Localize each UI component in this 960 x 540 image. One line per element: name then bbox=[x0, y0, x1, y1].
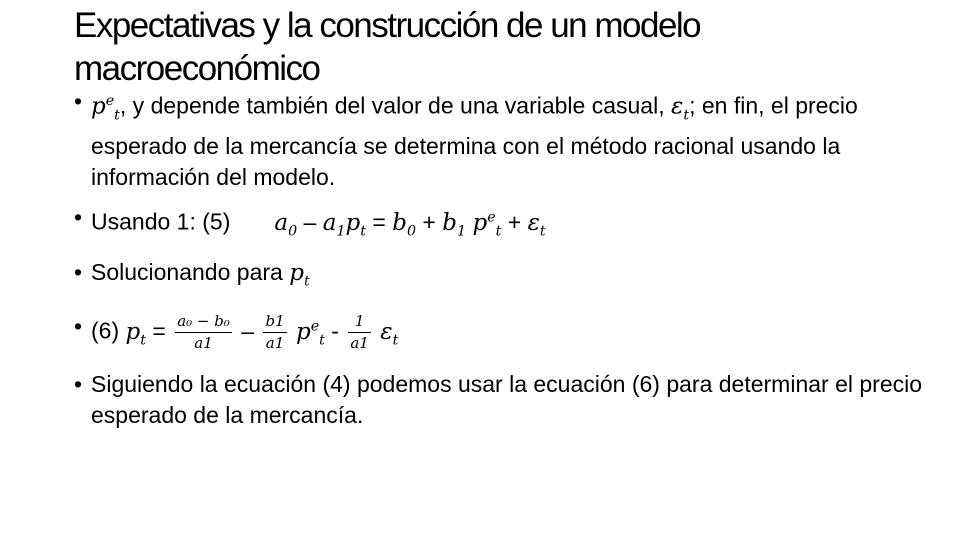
bullet-marker: • bbox=[74, 258, 83, 285]
equation-6: $p_t$ = $\frac{\text{a₀ − b₀}}{a1}$ – $\frac{b1}{a1}$ $p^e_t$ - $\frac{1}{a1}$ $\varepsilon_t$ bbox=[125, 312, 399, 353]
slide-body bbox=[74, 86, 924, 440]
bullet-item bbox=[74, 306, 924, 360]
math-sub-t: t bbox=[114, 107, 120, 124]
slide-title: Expectativas y la construcción de un modelo macroeconómico bbox=[74, 6, 701, 88]
math-epsilon: ε bbox=[671, 93, 684, 120]
bullet-item bbox=[74, 202, 924, 247]
fraction: $\frac{b1}{a1}$ bbox=[265, 312, 285, 353]
bullet-text: Siguiendo la ecuación (4) podemos usar la ecuación (6) para determinar el precio esperado de la mercancía. bbox=[91, 371, 923, 429]
math-sup-e: e bbox=[105, 93, 115, 109]
bullet-text: Solucionando para bbox=[91, 258, 290, 285]
fraction: $\frac{1}{a1}$ bbox=[350, 312, 369, 353]
bullet-item bbox=[74, 257, 924, 298]
math-p: p bbox=[289, 259, 304, 286]
bullet-marker: • bbox=[74, 88, 83, 114]
bullet-item bbox=[74, 369, 924, 431]
fraction: $\frac{\text{a₀ − b₀}}{a1}$ bbox=[177, 312, 230, 353]
bullet-marker: • bbox=[74, 313, 83, 340]
bullet-marker: • bbox=[74, 371, 83, 398]
math-sub-t: t bbox=[303, 273, 310, 290]
bullet-text: ; en fin, el precio esperado de la mercancía se determina con el método racional usando la información del modelo. bbox=[91, 92, 858, 191]
bullet-text: (6) bbox=[91, 317, 126, 344]
equation-5: $a_0 - a_1p_t = b_0 + b_1$ $p^e_t + \varepsilon_t$ bbox=[274, 208, 546, 240]
bullet-text: Usando 1: (5) bbox=[91, 208, 231, 235]
math-sub-t: t bbox=[683, 107, 690, 124]
bullet-marker: • bbox=[74, 204, 83, 231]
math-p: p bbox=[91, 93, 106, 120]
bullet-text: , y depende también del valor de una variable casual, bbox=[119, 92, 671, 119]
bullet-item bbox=[74, 86, 924, 193]
